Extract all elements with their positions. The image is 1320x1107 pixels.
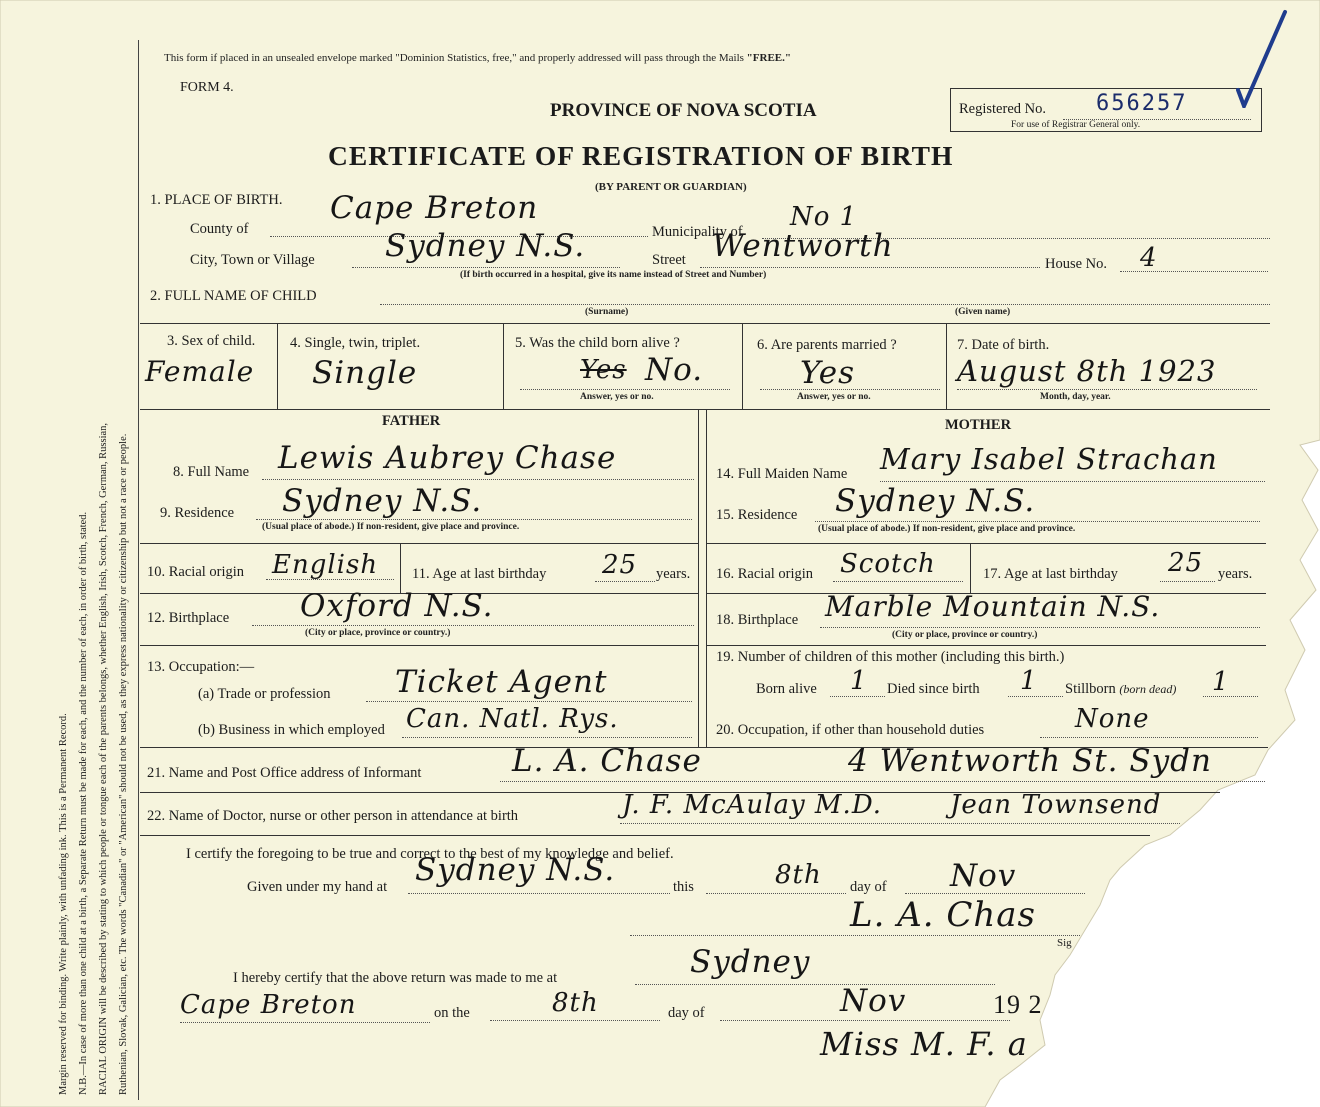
- stillborn-value: 1: [1212, 667, 1230, 697]
- registrar-month-value: Nov: [840, 983, 907, 1019]
- father-racial-value: English: [272, 550, 379, 580]
- registrar-year-value: 19 2: [993, 990, 1043, 1019]
- father-residence-note: (Usual place of abode.) If non-resident, give place and province.: [262, 522, 520, 532]
- married-answer-note: Answer, yes or no.: [797, 392, 871, 402]
- given-name-note: (Given name): [955, 307, 1011, 317]
- given-month-value: Nov: [950, 858, 1017, 894]
- married-value: Yes: [800, 355, 856, 391]
- trade-value: Ticket Agent: [395, 664, 608, 700]
- margin-note-racial-origin-1: RACIAL ORIGIN will be described by stating to which people or tongue each of the parents belongs, whether English, Irish, Scotch, French, German, Russian,: [98, 422, 109, 1095]
- mother-birthplace-value: Marble Mountain N.S.: [825, 590, 1161, 623]
- mother-residence-value: Sydney N.S.: [835, 483, 1036, 519]
- mother-age-label: 17. Age at last birthday: [983, 566, 1118, 582]
- house-value: 4: [1140, 243, 1158, 273]
- parents-divider-right: [706, 409, 707, 747]
- street-value: Wentworth: [712, 228, 894, 264]
- business-value: Can. Natl. Rys.: [406, 704, 619, 734]
- registrar-signature: Miss M. F. a: [820, 1025, 1028, 1063]
- father-age-value: 25: [602, 550, 638, 580]
- certificate-title: CERTIFICATE OF REGISTRATION OF BIRTH: [328, 140, 954, 171]
- margin-rule: [138, 40, 139, 1100]
- died-label: Died since birth: [887, 681, 980, 697]
- dob-value: August 8th 1923: [957, 354, 1217, 388]
- alive-value: No.: [645, 352, 704, 388]
- father-birthplace-label: 12. Birthplace: [147, 610, 230, 626]
- mother-racial-label: 16. Racial origin: [716, 566, 814, 582]
- mother-years: years.: [1218, 566, 1253, 582]
- nurse-value: Jean Townsend: [950, 790, 1162, 820]
- informant-address-value: 4 Wentworth St. Sydn: [848, 743, 1212, 779]
- divider-racial-age-mother: [970, 543, 971, 593]
- sex-label: 3. Sex of child.: [167, 333, 256, 349]
- rule-doctor-bottom: [140, 835, 1150, 836]
- father-racial-label: 10. Racial origin: [147, 564, 245, 580]
- given-place-value: Sydney N.S.: [415, 852, 616, 888]
- rule-mother-children-top: [706, 645, 1266, 646]
- city-value: Sydney N.S.: [385, 228, 586, 264]
- informant-label: 21. Name and Post Office address of Informant: [147, 765, 422, 781]
- certificate-subtitle: (BY PARENT OR GUARDIAN): [595, 181, 747, 193]
- mother-heading: MOTHER: [945, 417, 1012, 433]
- dob-label: 7. Date of birth.: [957, 337, 1050, 353]
- day-of-label: day of: [850, 879, 887, 895]
- father-birthplace-value: Oxford N.S.: [300, 588, 494, 624]
- single-label: 4. Single, twin, triplet.: [290, 335, 421, 351]
- dob-note: Month, day, year.: [1040, 392, 1111, 402]
- mother-name-label: 14. Full Maiden Name: [716, 466, 848, 482]
- registered-label: Registered No.: [959, 101, 1046, 117]
- registered-box: [950, 88, 1262, 132]
- margin-note-racial-origin-2: Ruthenian, Slovak, Galician, etc. The words "Canadian" or "American" should not be used, as they express nationality or citizenship but not a race or people.: [118, 433, 129, 1095]
- father-name-label: 8. Full Name: [173, 464, 250, 480]
- doctor-label: 22. Name of Doctor, nurse or other person in attendance at birth: [147, 808, 519, 824]
- father-birthplace-note: (City or place, province or country.): [305, 628, 451, 638]
- divider-6-7: [946, 323, 947, 409]
- county-value: Cape Breton: [330, 190, 539, 226]
- registrar-day-of-label: day of: [668, 1005, 705, 1021]
- parents-divider-left: [698, 409, 699, 747]
- place-of-birth-label: 1. PLACE OF BIRTH.: [150, 192, 283, 208]
- stillborn-label: Stillborn (born dead): [1065, 681, 1177, 697]
- registrar-certify-text: I hereby certify that the above return was made to me at: [233, 970, 558, 986]
- city-label: City, Town or Village: [190, 252, 315, 268]
- registrar-day-value: 8th: [552, 988, 599, 1018]
- informant-signature: L. A. Chas: [850, 895, 1036, 935]
- father-occupation-label: 13. Occupation:—: [147, 659, 255, 675]
- father-heading: FATHER: [382, 413, 441, 429]
- mother-residence-note: (Usual place of abode.) If non-resident, give place and province.: [818, 524, 1076, 534]
- mother-occupation-value: None: [1075, 704, 1150, 734]
- divider-3-4: [277, 323, 278, 409]
- children-label: 19. Number of children of this mother (including this birth.): [716, 649, 1065, 665]
- county-label: County of: [190, 221, 249, 237]
- house-label: House No.: [1045, 256, 1108, 272]
- father-residence-value: Sydney N.S.: [282, 483, 483, 519]
- form-number: FORM 4.: [180, 80, 234, 95]
- this-label: this: [673, 879, 694, 895]
- registered-number: 656257: [1096, 91, 1188, 116]
- rule-mother-racial-top: [706, 543, 1266, 544]
- certify-text: I certify the foregoing to be true and correct to the best of my knowledge and belief.: [186, 846, 674, 862]
- registrar-county-value: Cape Breton: [180, 990, 357, 1020]
- signature-label: Sig: [1057, 937, 1072, 949]
- street-label: Street: [652, 252, 686, 268]
- married-label: 6. Are parents married ?: [757, 337, 897, 353]
- full-name-label: 2. FULL NAME OF CHILD: [150, 288, 317, 304]
- registrar-place-value: Sydney: [690, 944, 811, 980]
- divider-racial-age-father: [400, 543, 401, 593]
- doctor-value: J. F. McAulay M.D.: [622, 790, 882, 820]
- stillborn-note: (born dead): [1119, 682, 1177, 696]
- municipality-label: Municipality of: [652, 224, 743, 240]
- mother-residence-label: 15. Residence: [716, 507, 798, 523]
- margin-note-binding: Margin reserved for binding. Write plainly, with unfading ink. This is a Permanent Record.: [58, 713, 69, 1095]
- postal-note-free: "FREE.": [746, 52, 791, 64]
- surname-note: (Surname): [585, 307, 629, 317]
- mother-occupation-label: 20. Occupation, if other than household duties: [716, 722, 985, 738]
- sex-value: Female: [145, 355, 255, 388]
- province-title: PROVINCE OF NOVA SCOTIA: [550, 100, 817, 121]
- margin-note-multiple-births: N.B.—In case of more than one child at a birth, a Separate Return must be made for each, and the number of each, in order of birth, stated.: [78, 511, 89, 1095]
- divider-5-6: [742, 323, 743, 409]
- given-label: Given under my hand at: [247, 879, 388, 895]
- born-alive-value: 1: [850, 666, 868, 696]
- on-the-label: on the: [434, 1005, 470, 1021]
- hospital-note: (If birth occurred in a hospital, give its name instead of Street and Number): [460, 270, 767, 280]
- born-alive-label: Born alive: [756, 681, 817, 697]
- check-mark-icon: [1230, 8, 1290, 108]
- father-residence-label: 9. Residence: [160, 505, 235, 521]
- registrar-note: For use of Registrar General only.: [1011, 120, 1141, 130]
- alive-label: 5. Was the child born alive ?: [515, 335, 680, 351]
- mother-age-value: 25: [1168, 548, 1204, 578]
- rule-father-occupation-top: [140, 645, 698, 646]
- father-years: years.: [656, 566, 691, 582]
- mother-name-value: Mary Isabel Strachan: [880, 442, 1218, 476]
- alive-answer-note: Answer, yes or no.: [580, 392, 654, 402]
- municipality-value: No 1: [790, 202, 858, 232]
- father-name-value: Lewis Aubrey Chase: [278, 440, 617, 476]
- informant-name-value: L. A. Chase: [512, 743, 702, 779]
- postal-note: This form if placed in an unsealed envelope marked "Dominion Statistics, free," and properly addressed will pass through the Mails "FREE.": [164, 52, 791, 64]
- business-label: (b) Business in which employed: [198, 722, 385, 738]
- given-day-value: 8th: [775, 860, 822, 890]
- mother-birthplace-note: (City or place, province or country.): [892, 630, 1038, 640]
- divider-4-5: [503, 323, 504, 409]
- alive-struck-value: Yes: [580, 355, 627, 385]
- rule-father-racial-top: [140, 543, 698, 544]
- mother-birthplace-label: 18. Birthplace: [716, 612, 799, 628]
- single-value: Single: [312, 355, 418, 391]
- mother-racial-value: Scotch: [840, 549, 936, 579]
- rule-bottom-child-block: [140, 409, 1270, 410]
- trade-label: (a) Trade or profession: [198, 686, 331, 702]
- died-value: 1: [1020, 666, 1038, 696]
- rule-top-child-block: [140, 323, 1270, 324]
- father-age-label: 11. Age at last birthday: [412, 566, 547, 582]
